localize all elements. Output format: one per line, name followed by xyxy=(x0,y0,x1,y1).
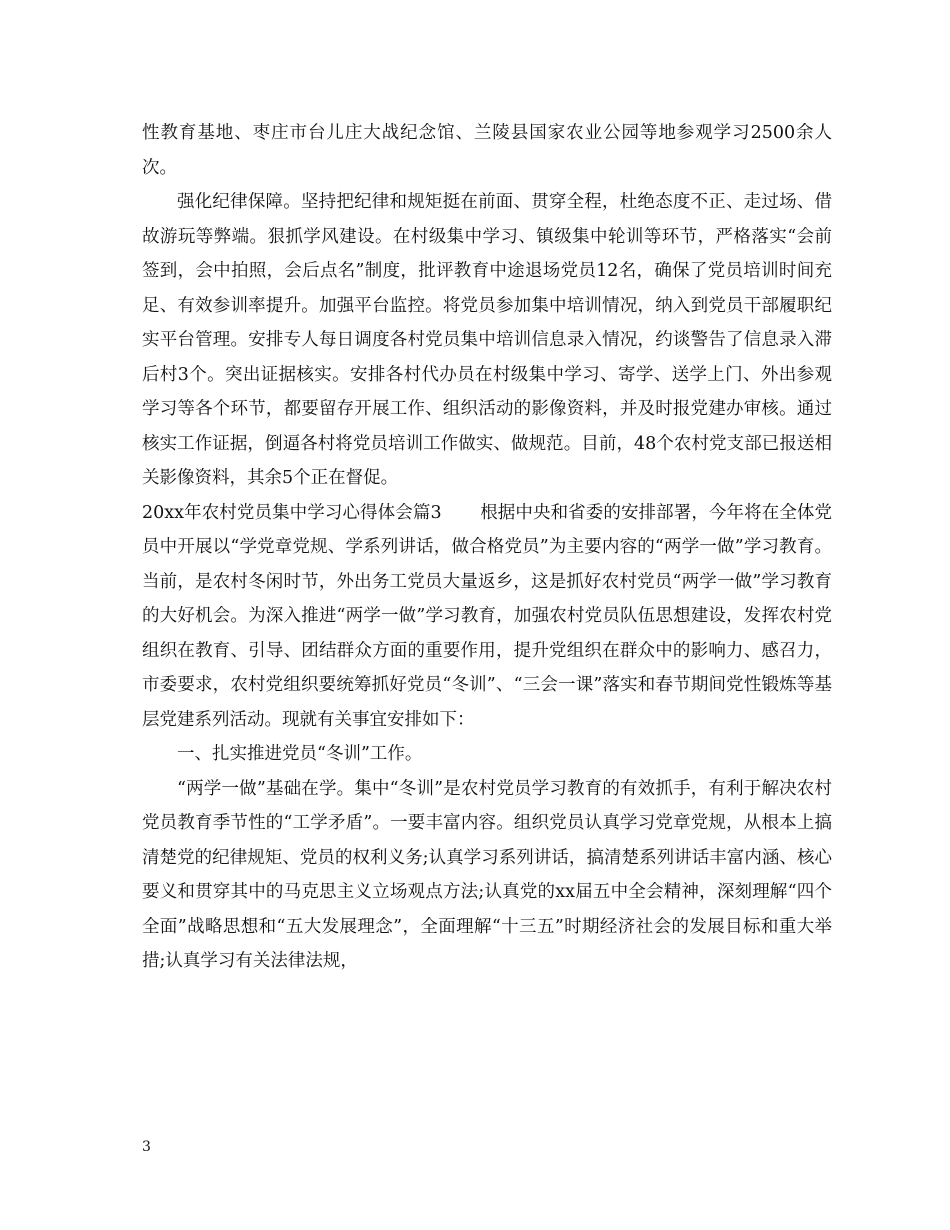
paragraph-section-3 xyxy=(142,496,832,738)
paragraph-subheading: 一、扎实推进党员“冬训”工作。 xyxy=(177,744,423,764)
section-heading: 20xx年农村党员集中学习心得体会篇3 xyxy=(142,502,442,523)
document-body xyxy=(142,116,832,979)
page-number: 3 xyxy=(142,1139,151,1155)
paragraph-study-basis: “两学一做”基础在学。集中“冬训”是农村党员学习教育的有效抓手，有利于解决农村党员教育季节性的“工学矛盾”。一要丰富内容。组织党员认真学习党章党规，从根本上搞清楚党的纪律规矩、党员的权利义务;认真学习系列讲话，搞清楚系列讲话丰富内涵、核心要义和贯穿其中的马克思主义立场观点方法;认真党的xx届五中全会精神，深刻理解“四个全面”战略思想和“五大发展理念”，全面理解“十三五”时期经济社会的发展目标和重大举措;认真学习有关法律法规， xyxy=(142,778,832,971)
paragraph-discipline: 强化纪律保障。坚持把纪律和规矩挺在前面、贯穿全程，杜绝态度不正、走过场、借故游玩等弊端。狠抓学风建设。在村级集中学习、镇级集中轮训等环节，严格落实“会前签到，会中拍照，会后点名”制度，批评教育中途退场党员12名，确保了党员培训时间充足、有效参训率提升。加强平台监控。将党员参加集中培训情况，纳入到党员干部履职纪实平台管理。安排专人每日调度各村党员集中培训信息录入情况，约谈警告了信息录入滞后村3个。突出证据核实。安排各村代办员在村级集中学习、寄学、送学上门、外出参观学习等各个环节，都要留存开展工作、组织活动的影像资料，并及时报党建办审核。通过核实工作证据，倒逼各村将党员培训工作做实、做规范。目前，48个农村党支部已报送相关影像资料，其余5个正在督促。 xyxy=(142,192,832,488)
paragraph-continuation: 性教育基地、枣庄市台儿庄大战纪念馆、兰陵县国家农业公园等地参观学习2500余人次。 xyxy=(142,123,832,178)
section-intro-text: 根据中央和省委的安排部署，今年将在全体党员中开展以“学党章党规、学系列讲话，做合格党员”为主要内容的“两学一做”学习教育。当前，是农村冬闲时节，外出务工党员大量返乡，这是抓好农村党员“两学一做”学习教育的大好机会。为深入推进“两学一做”学习教育，加强农村党员队伍思想建设，发挥农村党组织在教育、引导、团结群众方面的重要作用，提升党组织在群众中的影响力、感召力，市委要求，农村党组织要统筹抓好党员“冬训”、“三会一课”落实和春节期间党性锻炼等基层党建系列活动。现就有关事宜安排如下： xyxy=(142,502,833,730)
